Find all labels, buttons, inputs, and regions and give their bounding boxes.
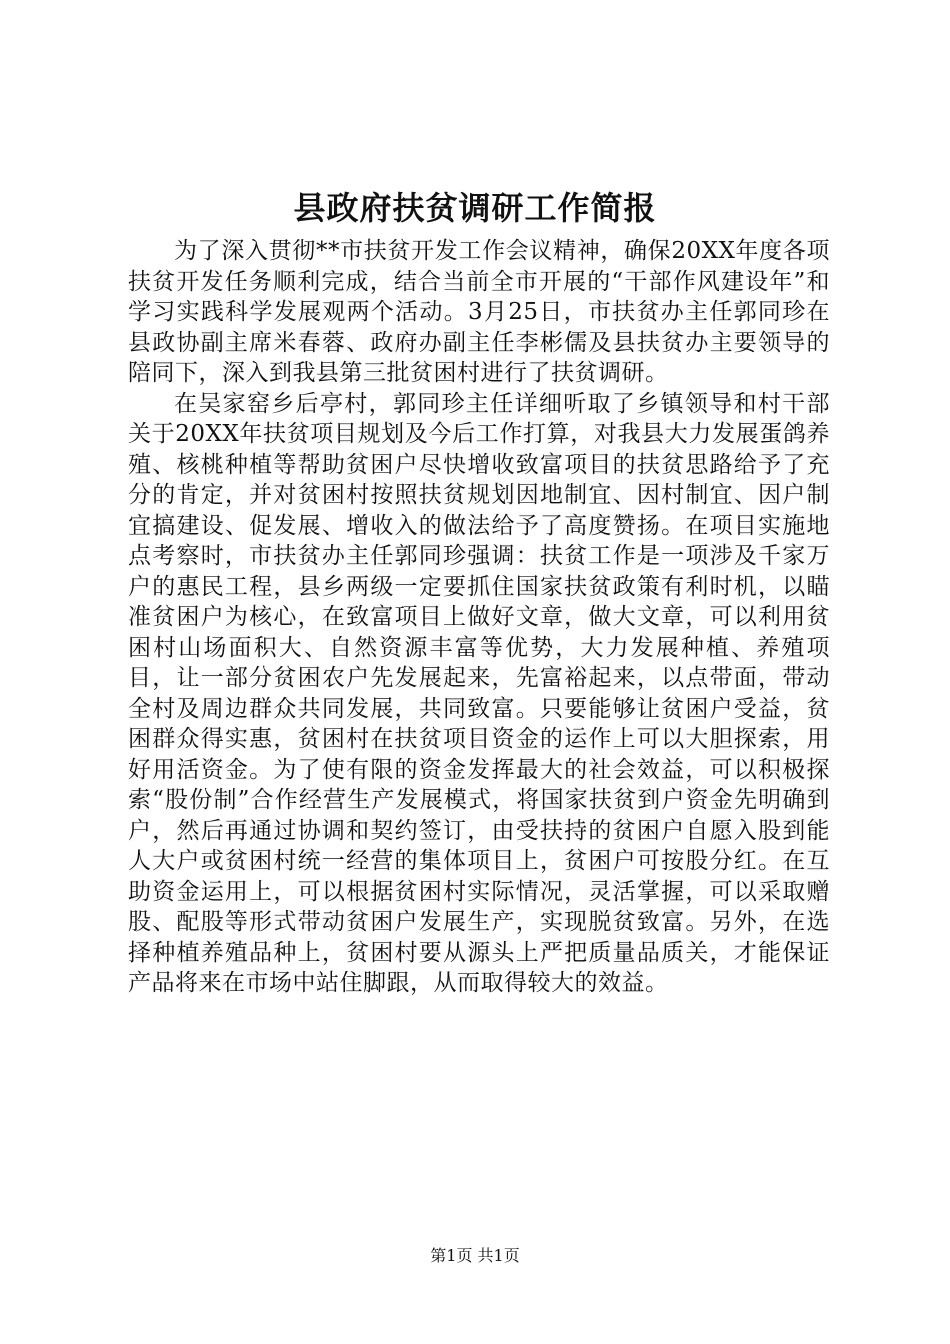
paragraph-2: 在吴家窑乡后亭村，郭同珍主任详细听取了乡镇领导和村干部关于20XX年扶贫项目规划及今后工作打算，对我县大力发展蛋鸽养殖、核桃种植等帮助贫困户尽快增收致富项目的扶贫思路给予了充分的肯定，并对贫困村按照扶贫规划因地制宜、因村制宜、因户制宜搞建设、促发展、增收入的做法给予了高度赞扬。在项目实施地点考察时，市扶贫办主任郭同珍强调：扶贫工作是一项涉及千家万户的惠民工程，县乡两级一定要抓住国家扶贫政策有利时机，以瞄准贫困户为核心，在致富项目上做好文章，做大文章，可以利用贫困村山场面积大、自然资源丰富等优势，大力发展种植、养殖项目，让一部分贫困农户先发展起来，先富裕起来，以点带面，带动全村及周边群众共同发展，共同致富。只要能够让贫困户受益，贫困群众得实惠，贫困村在扶贫项目资金的运作上可以大胆探索，用好用活资金。为了使有限的资金发挥最大的社会效益，可以积极探索“股份制”合作经营生产发展模式，将国家扶贫到户资金先明确到户，然后再通过协调和契约签订，由受扶持的贫困户自愿入股到能人大户或贫困村统一经营的集体项目上，贫困户可按股分红。在互助资金运用上，可以根据贫困村实际情况，灵活掌握，可以采取赠股、配股等形式带动贫困户发展生产，实现脱贫致富。另外，在选择种植养殖品种上，贫困村要从源头上严把质量品质关，才能保证产品将来在市场中站住脚跟，从而取得较大的效益。 (128, 390, 830, 996)
paragraph-1: 为了深入贯彻**市扶贫开发工作会议精神，确保20XX年度各项扶贫开发任务顺利完成，结合当前全市开展的“干部作风建设年”和学习实践科学发展观两个活动。3月25日，市扶贫办主任郭同珍在县政协副主席米春蓉、政府办副主任李彬儒及县扶贫办主要领导的陪同下，深入到我县第三批贫困村进行了扶贫调研。 (128, 238, 830, 386)
document-title: 县政府扶贫调研工作简报 (293, 189, 657, 227)
document-body (128, 236, 830, 999)
page-footer: 第1页 共1页 (430, 1246, 520, 1265)
